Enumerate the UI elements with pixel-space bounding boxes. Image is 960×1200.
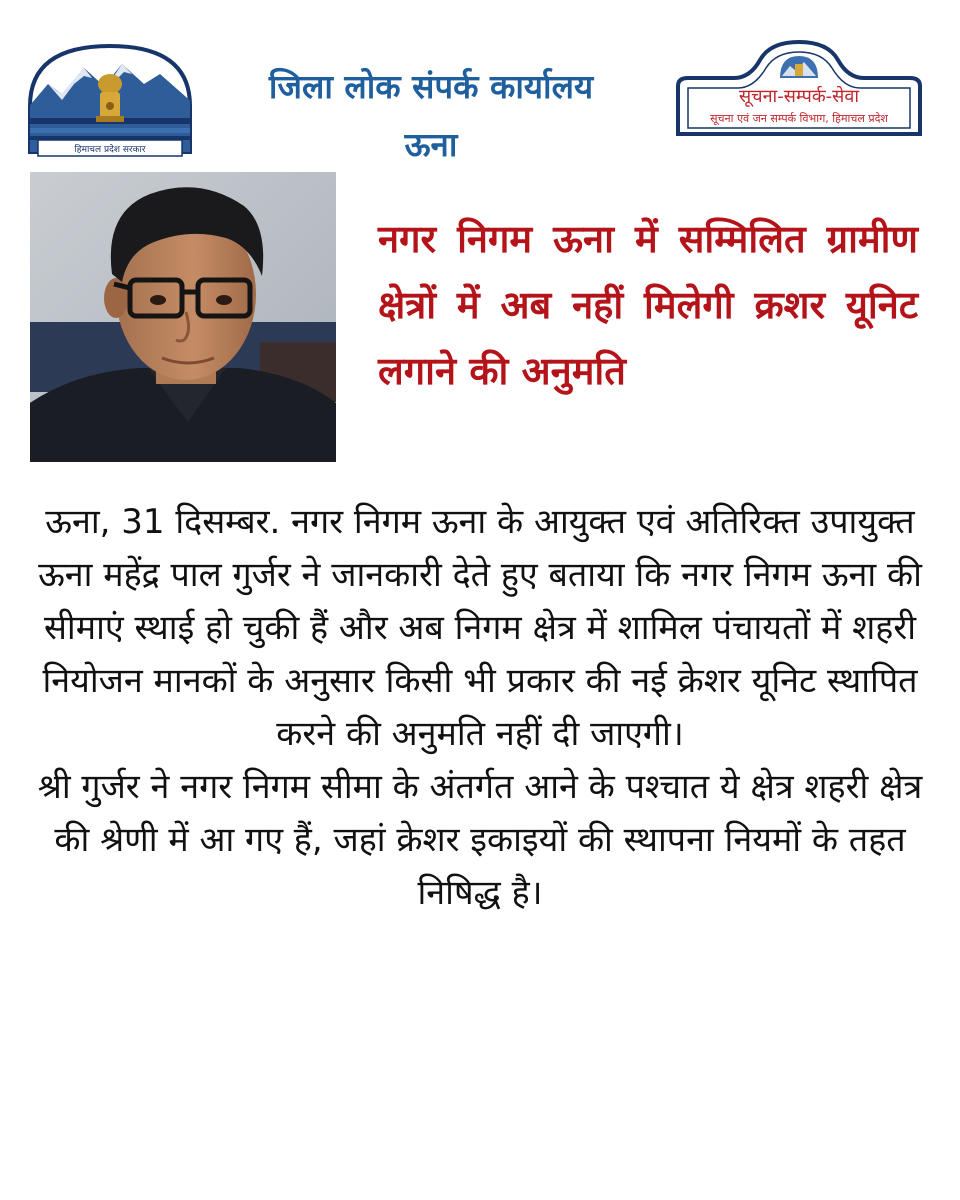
hp-government-logo (26, 40, 194, 158)
article-body (26, 496, 934, 920)
article-paragraph: ऊना, 31 दिसम्बर. नगर निगम ऊना के आयुक्त एवं अतिरिक्त उपायुक्त ऊना महेंद्र पाल गुर्जर ने जानकारी देते हुए बताया कि नगर निगम ऊना की सीमाएं स्थाई हो चुकी हैं और अब निगम क्षेत्र में शामिल पंचायतों में शहरी नियोजन मानकों के अनुसार किसी भी प्रकार की नई क्रेशर यूनिट स्थापित करने की अनुमति नहीं दी जाएगी। (38, 502, 922, 754)
hp-logo-caption: हिमाचल प्रदेश सरकार (74, 145, 146, 155)
headline: नगर निगम ऊना में सम्मिलित ग्रामीण क्षेत्रों में अब नहीं मिलेगी क्रशर यूनिट लगाने की अनुमति (378, 217, 918, 393)
article-paragraph: श्री गुर्जर ने नगर निगम सीमा के अंतर्गत आने के पश्चात ये क्षेत्र शहरी क्षेत्र की श्रेणी में आ गए हैं, जहां क्रेशर इकाइयों की स्थापना नियमों के तहत निषिद्ध है। (37, 767, 923, 913)
ashoka-emblem-icon (96, 74, 124, 122)
sampark-title: सूचना-सम्पर्क-सेवा (738, 86, 860, 107)
official-portrait-photo (30, 172, 336, 462)
office-name: जिला लोक संपर्क कार्यालय (268, 67, 594, 106)
sampark-seva-logo (674, 38, 924, 138)
office-location: ऊना (404, 125, 458, 164)
sampark-subtitle: सूचना एवं जन सम्पर्क विभाग, हिमाचल प्रदेश (710, 112, 888, 125)
office-header (196, 58, 666, 174)
